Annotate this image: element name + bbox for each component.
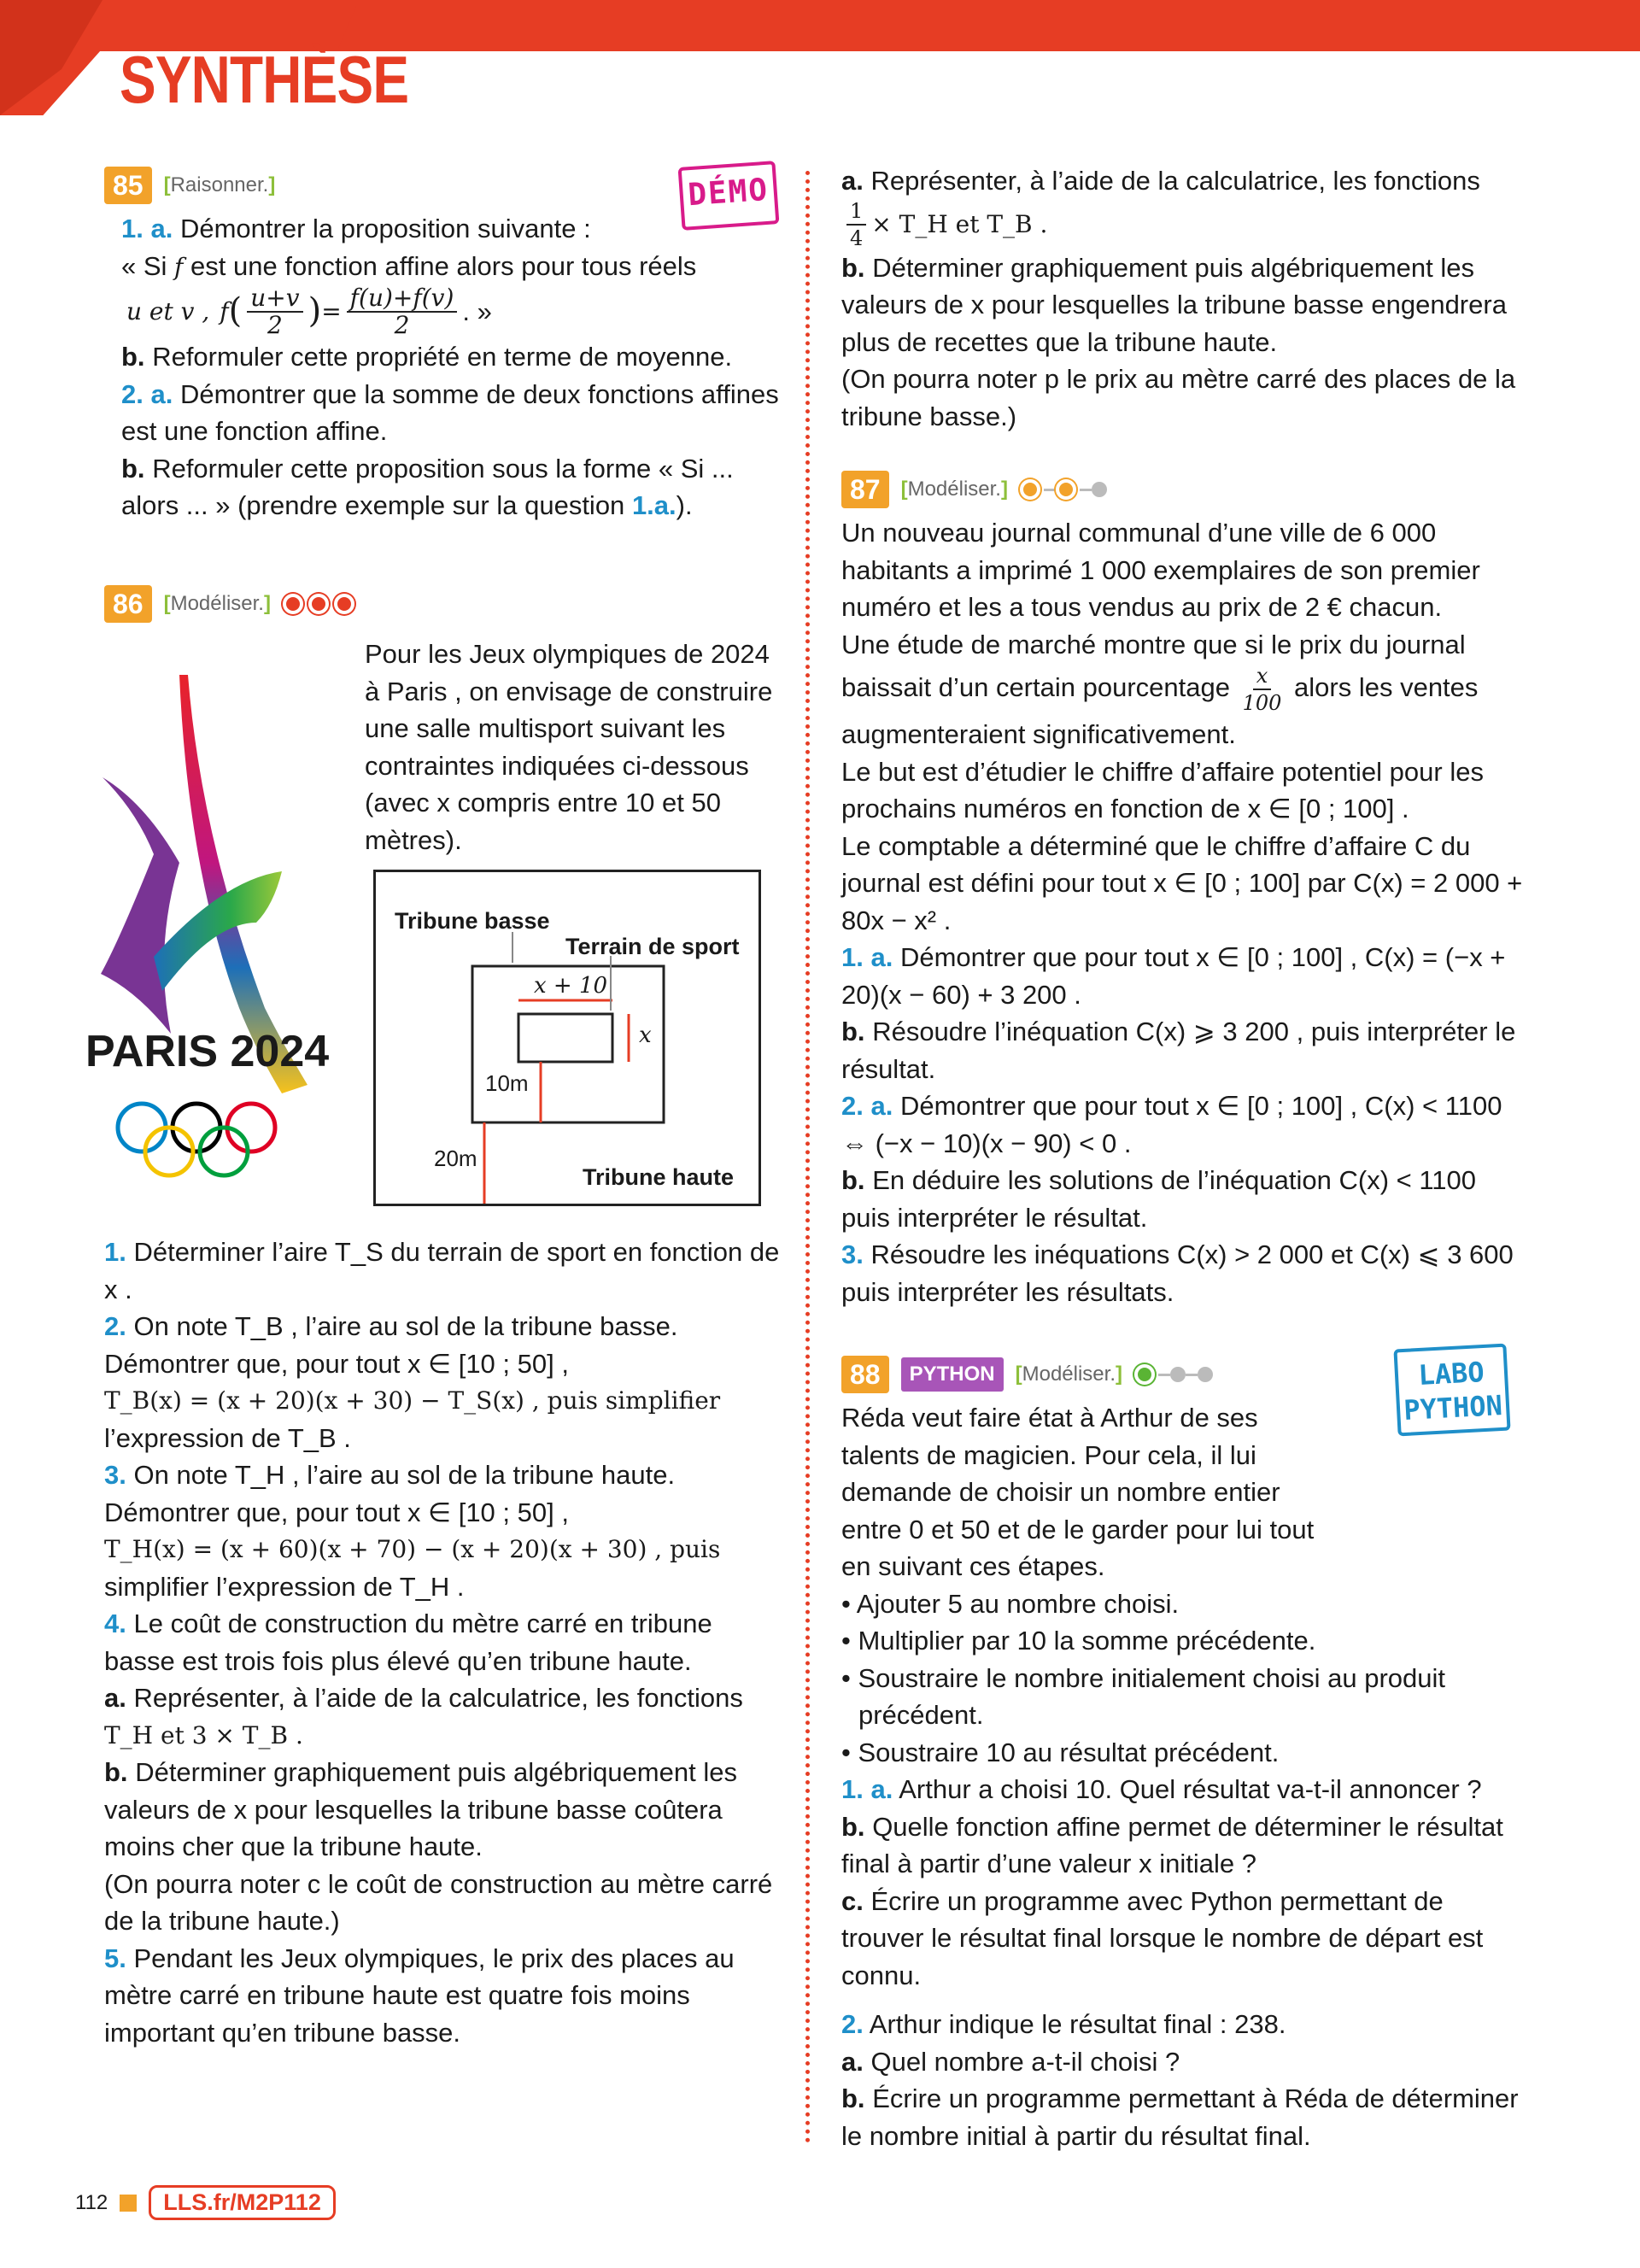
olympic-rings-icon bbox=[118, 1104, 275, 1175]
skill-tag: [Raisonner.] bbox=[163, 173, 276, 197]
exercise-86-intro: Pour les Jeux olympiques de 2024 à Paris , on envisage de construire une salle multisport suivant les contraintes indiquées ci-dessous (avec x compris entre 10 et 50 mètres). bbox=[365, 639, 773, 855]
label-x: x bbox=[639, 1023, 652, 1048]
question-3: 3. Résoudre les inéquations C(x) > 2 000 et C(x) ⩽ 3 600 puis interpréter les résultats. bbox=[841, 1239, 1514, 1307]
logo-text: PARIS 2024 bbox=[85, 1027, 330, 1076]
exercise-86-continued bbox=[841, 162, 1525, 435]
question-4b: b. Déterminer graphiquement puis algébriquement les valeurs de x pour lesquelles la tribune basse coûtera moins cher que la tribune haute. bbox=[104, 1757, 737, 1861]
difficulty-dots bbox=[1020, 479, 1107, 500]
skill-tag: [Modéliser.] bbox=[900, 478, 1008, 501]
paragraph: Le comptable a déterminé que le chiffre d’affaire C du journal est défini pour tout x ∈ [0 ; 100] par C(x) = 2 000 + 80x − x² . bbox=[841, 830, 1523, 935]
terrain-rect bbox=[518, 1014, 612, 1062]
question-1a: 1. a. Démontrer que pour tout x ∈ [0 ; 100] , C(x) = (−x + 20)(x − 60) + 3 200 . bbox=[841, 942, 1506, 1010]
question-2: 2. On note T_B , l’aire au sol de la tribune basse. bbox=[104, 1311, 678, 1341]
difficulty-dots bbox=[1134, 1364, 1213, 1385]
paragraph: Un nouveau journal communal d’une ville de 6 000 habitants a imprimé 1 000 exemplaires de son premier numéro et les a tous vendus au prix de 2 € chacun. bbox=[841, 518, 1480, 622]
list-item: • Multiplier par 10 la somme précédente. bbox=[841, 1626, 1316, 1656]
question-1a: 1. a. Arthur a choisi 10. Quel résultat va-t-il annoncer ? bbox=[841, 1774, 1482, 1804]
label-terrain: Terrain de sport bbox=[565, 934, 740, 959]
paragraph: Le but est d’étudier le chiffre d’affaire potentiel pour les prochains numéros en fonction de x ∈ [0 ; 100] . bbox=[841, 756, 1484, 823]
question-2-line: Démontrer que, pour tout x ∈ [10 ; 50] , bbox=[104, 1348, 569, 1379]
demo-stamp: DÉMO bbox=[678, 161, 780, 231]
list-item: • Ajouter 5 au nombre choisi. bbox=[841, 1588, 1180, 1619]
question-5: 5. Pendant les Jeux olympiques, le prix des places au mètre carré en tribune haute est quatre fois moins important qu’en tribune basse. bbox=[104, 1943, 735, 2048]
question-3-line: simplifier l’expression de T_H . bbox=[104, 1571, 465, 1602]
difficulty-dots bbox=[283, 594, 360, 614]
question-5-note: (On pourra noter p le prix au mètre carré des places de la tribune basse.) bbox=[841, 364, 1516, 431]
question-1b: b. Reformuler cette propriété en terme de moyenne. bbox=[121, 342, 733, 372]
question-3-line: Démontrer que, pour tout x ∈ [10 ; 50] , bbox=[104, 1497, 569, 1527]
question-1b: b. Résoudre l’inéquation C(x) ⩾ 3 200 , puis interpréter le résultat. bbox=[841, 1017, 1516, 1084]
exercise-87 bbox=[841, 470, 1525, 1310]
question-2a: 2. a. Démontrer que la somme de deux fonctions affines est une fonction affine. bbox=[121, 378, 779, 446]
question-2b: b. Reformuler cette proposition sous la forme « Si ... alors ... » (prendre exemple sur la question 1.a.). bbox=[121, 453, 734, 520]
paris-2024-logo bbox=[85, 666, 342, 1196]
question-1a: 1. a. Démontrer la proposition suivante : bbox=[121, 214, 591, 243]
exercise-number: 86 bbox=[104, 585, 152, 623]
question-4: 4. Le coût de construction du mètre carré en tribune basse est trois fois plus élevé qu’en tribune haute. bbox=[104, 1609, 712, 1676]
exercise-number: 87 bbox=[841, 471, 889, 508]
question-3-formula: T_H(x) = (x + 60)(x + 70) − (x + 20)(x + 30) , puis bbox=[104, 1535, 721, 1563]
footer bbox=[75, 2185, 336, 2220]
question-3: 3. On note T_H , l’aire au sol de la tribune haute. bbox=[104, 1460, 676, 1490]
logo-left-stroke bbox=[101, 777, 179, 1034]
skill-tag: [Modéliser.] bbox=[163, 592, 271, 615]
paragraph-with-fraction: Une étude de marché montre que si le prix du journal baissait d’un certain pourcentage $\frac{x}{100}$ alors les ventes augmenteraient significativement. bbox=[841, 629, 1479, 749]
list-item: • Soustraire 10 au résultat précédent. bbox=[841, 1737, 1280, 1767]
exercise-86-questions bbox=[104, 1234, 788, 2051]
resource-link[interactable]: LLS.fr/M2P112 bbox=[149, 2185, 336, 2220]
exercise-86-header bbox=[104, 584, 360, 624]
question-4a-formula: T_H et 3 × T_B . bbox=[104, 1720, 303, 1749]
question-2b: b. En déduire les solutions de l’inéquation C(x) < 1100 puis interpréter le résultat. bbox=[841, 1165, 1477, 1233]
python-badge: PYTHON bbox=[901, 1357, 1004, 1392]
question-2b: b. Écrire un programme permettant à Réda de déterminer le nombre initial à partir du résultat final. bbox=[841, 2083, 1519, 2151]
exercise-87-header bbox=[841, 470, 1525, 509]
question-5a: a. Représenter, à l’aide de la calculatrice, les fonctions bbox=[841, 166, 1480, 196]
stadium-diagram bbox=[373, 870, 761, 1206]
label-10m: 10m bbox=[485, 1070, 529, 1096]
skill-tag: [Modéliser.] bbox=[1015, 1363, 1122, 1386]
page-number: 112 bbox=[75, 2190, 108, 2214]
label-20m: 20m bbox=[434, 1146, 477, 1171]
footer-square-icon bbox=[120, 2195, 137, 2212]
steps-list bbox=[841, 1585, 1525, 1772]
question-5a-formula: $\frac{1}{4}$ × T_H et T_B . bbox=[841, 200, 1525, 249]
labo-label: LABO bbox=[1417, 1356, 1485, 1392]
question-2: 2. Arthur indique le résultat final : 238. bbox=[841, 2009, 1286, 2039]
question-2-line: l’expression de T_B . bbox=[104, 1422, 351, 1453]
label-x-plus-10: x + 10 bbox=[534, 973, 608, 999]
quote-formula: u et v , f ( $\frac{u+v}{2}$ ) = $\frac{f(u)+f(v)}{2}$ . » bbox=[126, 284, 492, 339]
column-divider bbox=[805, 171, 810, 2144]
question-4-note: (On pourra noter c le coût de construction au mètre carré de la tribune haute.) bbox=[104, 1868, 773, 1936]
question-5b: b. Déterminer graphiquement puis algébriquement les valeurs de x pour lesquelles la tribune basse engendrera plus de recettes que la tribune haute. bbox=[841, 252, 1507, 357]
question-2-formula: T_B(x) = (x + 20)(x + 30) − T_S(x) , puis simplifier bbox=[104, 1386, 721, 1415]
label-tribune-basse: Tribune basse bbox=[395, 908, 550, 934]
page-title: SYNTHÈSE bbox=[120, 42, 409, 117]
quote-line-1: « Si f est une fonction affine alors pour tous réels bbox=[121, 250, 697, 281]
label-tribune-haute: Tribune haute bbox=[583, 1164, 735, 1190]
list-item: • Soustraire le nombre initialement choisi au produit précédent. bbox=[841, 1662, 1445, 1730]
labo-python-stamp bbox=[1393, 1344, 1510, 1437]
question-1b: b. Quelle fonction affine permet de déterminer le résultat final à partir d’une valeur x initiale ? bbox=[841, 1811, 1503, 1878]
paragraph: Réda veut faire état à Arthur de ses talents de magicien. Pour cela, il lui demande de choisir un nombre entier entre 0 et 50 et de le garder pour lui tout en suivant ces étapes. bbox=[841, 1403, 1315, 1581]
question-1c: c. Écrire un programme avec Python permettant de trouver le résultat final lorsque le nombre de départ est connu. bbox=[841, 1885, 1484, 1990]
python-label: PYTHON bbox=[1403, 1388, 1503, 1427]
question-2a: a. Quel nombre a-t-il choisi ? bbox=[841, 2046, 1180, 2077]
question-2a: 2. a. Démontrer que pour tout x ∈ [0 ; 100] , C(x) < 1100 ⇔ (−x − 10)(x − 90) < 0 . bbox=[841, 1091, 1502, 1158]
exercise-number: 88 bbox=[841, 1356, 889, 1393]
question-4a: a. Représenter, à l’aide de la calculatrice, les fonctions bbox=[104, 1683, 743, 1713]
exercise-88 bbox=[841, 1355, 1525, 2154]
exercise-number: 85 bbox=[104, 167, 152, 204]
question-1: 1. Déterminer l’aire T_S du terrain de sport en fonction de x . bbox=[104, 1237, 780, 1304]
